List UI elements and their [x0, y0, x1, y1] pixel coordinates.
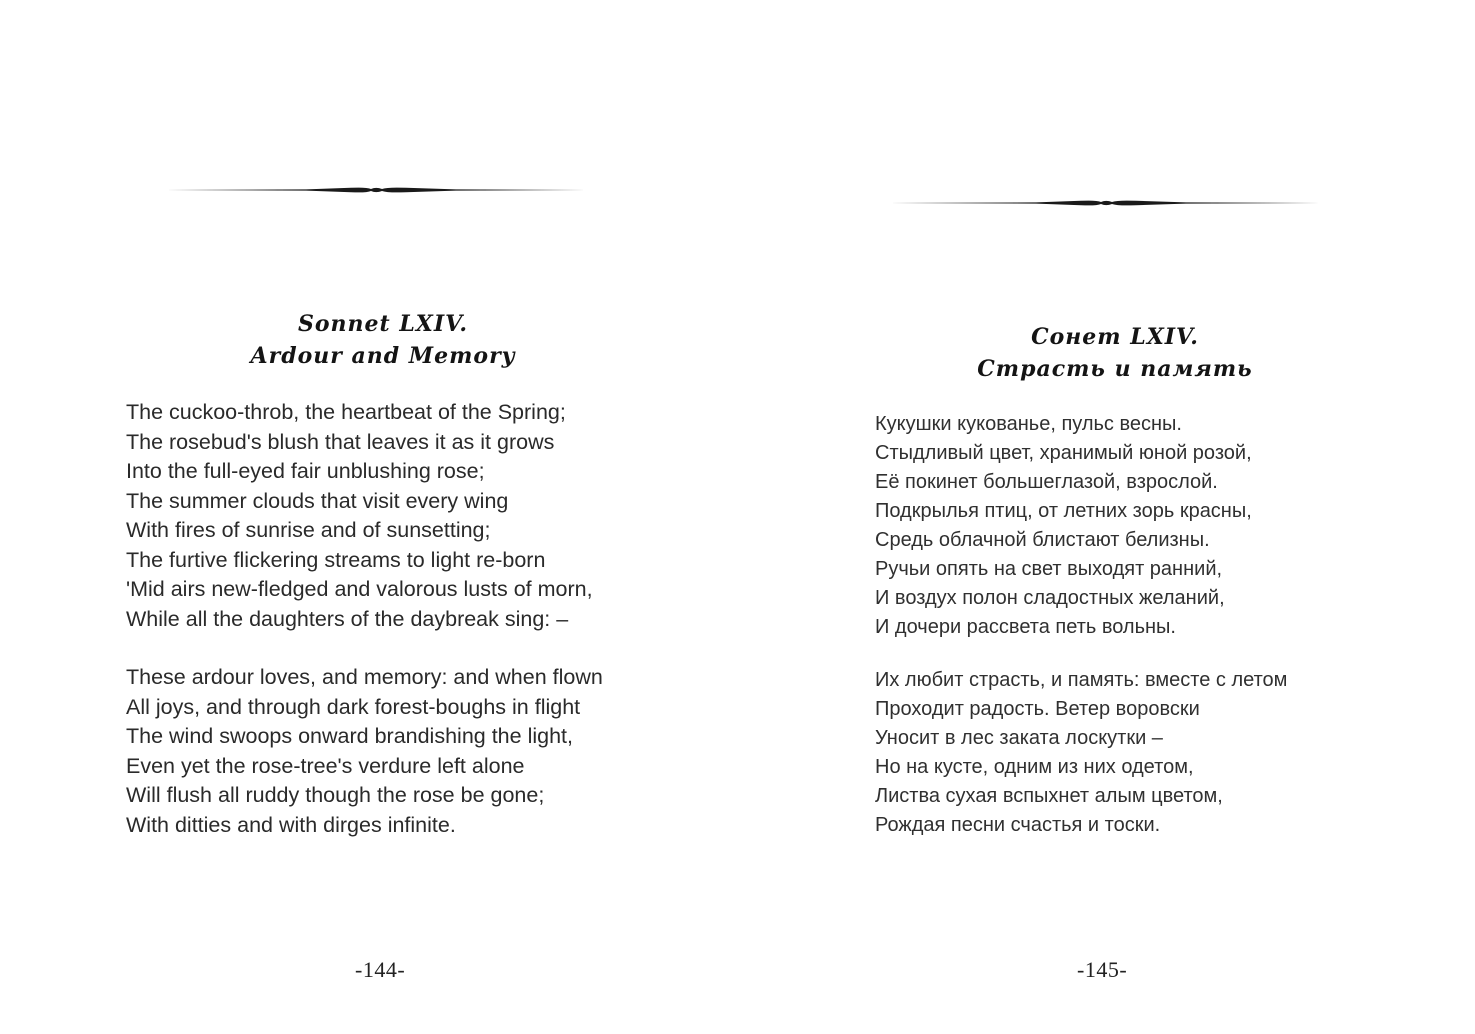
poem-line: Но на кусте, одним из них одетом, [875, 756, 1194, 778]
poem-line: The wind swoops onward brandishing the light, [126, 724, 573, 748]
ornament-divider-icon [886, 196, 1320, 210]
poem-line: И воздух полон сладостных желаний, [875, 587, 1225, 609]
poem-line: All joys, and through dark forest-boughs in flight [126, 694, 581, 719]
poem-title: Сонет LXIV. [1031, 324, 1199, 350]
stanza-2 [875, 666, 1287, 840]
poem-line: Уносит в лес заката лоскутки – [875, 727, 1163, 749]
poem-line: Кукушки кукованье, пульс весны. [875, 413, 1182, 435]
poem-line: Into the full-eyed fair unblushing rose; [126, 459, 485, 483]
poem-line: Even yet the rose-tree's verdure left alone [126, 753, 525, 778]
poem-line: The rosebud's blush that leaves it as it grows [126, 429, 555, 454]
poem-title-block [200, 308, 566, 372]
stanza-2 [126, 663, 603, 840]
ornament-divider-icon [166, 183, 586, 197]
page-number: -144- [355, 957, 406, 982]
poem-line: Рождая песни счастья и тоски. [875, 814, 1161, 836]
poem-line: Листва сухая вспыхнет алым цветом, [875, 785, 1223, 807]
poem-line: Её покинет большеглазой, взрослой. [875, 471, 1218, 493]
poem-line: With ditties and with dirges infinite. [126, 812, 456, 837]
poem-line: The cuckoo-throb, the heartbeat of the Spring; [126, 400, 566, 424]
poem-line: Стыдливый цвет, хранимый юной розой, [875, 442, 1252, 464]
poem-line: И дочери рассвета петь вольны. [875, 616, 1176, 638]
stanza-1 [875, 410, 1252, 642]
poem-line: Will flush all ruddy though the rose be gone; [126, 783, 545, 807]
poem-line: 'Mid airs new-fledged and valorous lusts of morn, [126, 577, 593, 601]
poem-line: Проходит радость. Ветер воровски [875, 698, 1200, 720]
poem-line: Их любит страсть, и память: вместе с летом [875, 669, 1288, 691]
poem-line: Подкрылья птиц, от летних зорь красны, [875, 500, 1252, 522]
poem-subtitle: Страсть и память [977, 356, 1253, 382]
stanza-1 [126, 398, 593, 634]
poem-line: Ручьи опять на свет выходят ранний, [875, 558, 1223, 580]
page-number: -145- [1077, 957, 1128, 982]
poem-line: While all the daughters of the daybreak sing: – [126, 606, 569, 631]
poem-line: These ardour loves, and memory: and when flown [126, 665, 603, 689]
poem-subtitle: Ardour and Memory [250, 343, 516, 369]
poem-line: Средь облачной блистают белизны. [875, 529, 1210, 551]
poem-title-block [947, 321, 1283, 385]
poem-title: Sonnet LXIV. [297, 311, 469, 337]
poem-line: With fires of sunrise and of sunsetting; [126, 518, 491, 542]
right-page [737, 0, 1475, 1034]
poem-line: The summer clouds that visit every wing [126, 488, 509, 513]
poem-line: The furtive flickering streams to light re-born [126, 547, 546, 572]
left-page [0, 0, 737, 1034]
